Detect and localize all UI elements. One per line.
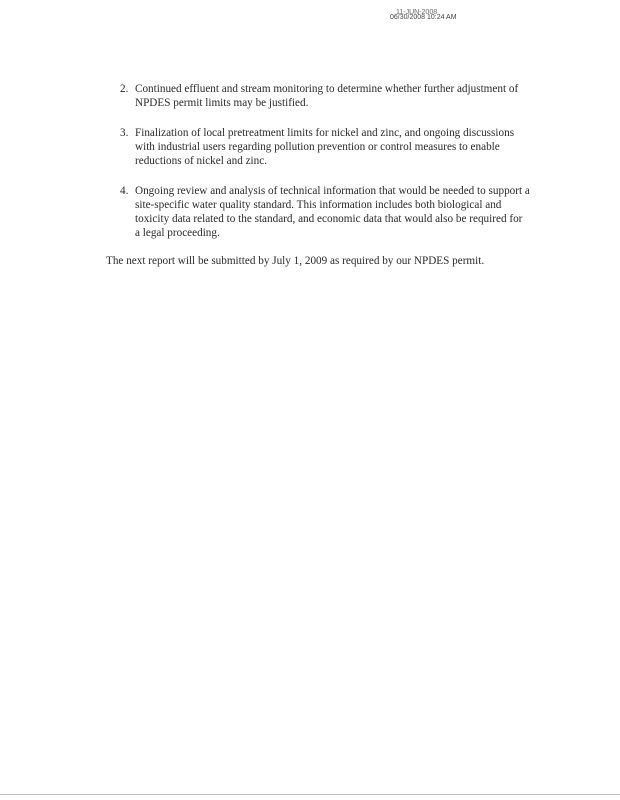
list-item-text: Finalization of local pretreatment limits for nickel and zinc, and ongoing discussions with industrial users regarding pollution prevention or control measures to enable reductions of nickel and zinc. (135, 127, 515, 167)
document-stamp (390, 8, 460, 22)
list-item-text: Continued effluent and stream monitoring to determine whether further adjustment of NPDES permit limits may be justified. (135, 83, 519, 109)
stamp-line-2: 06/30/2008 10:24 AM (390, 14, 457, 21)
closing-paragraph: The next report will be submitted by July 1, 2009 as required by our NPDES permit. (106, 255, 485, 268)
list-item (120, 184, 530, 240)
list-item-number: 2. (120, 83, 129, 95)
stamp-line-1: 11-JUN-2008 (396, 9, 438, 16)
page-bottom-edge (0, 794, 620, 795)
list-item (120, 126, 530, 168)
list-item-number: 3. (120, 127, 129, 139)
numbered-list (120, 82, 530, 256)
list-item (120, 82, 530, 110)
list-item-number: 4. (120, 185, 129, 197)
list-item-text: Ongoing review and analysis of technical information that would be needed to support a site-specific water quality standard. This information includes both biological and toxicity data related to the standard, and economic data that would also be required for a legal proceeding. (135, 185, 530, 239)
